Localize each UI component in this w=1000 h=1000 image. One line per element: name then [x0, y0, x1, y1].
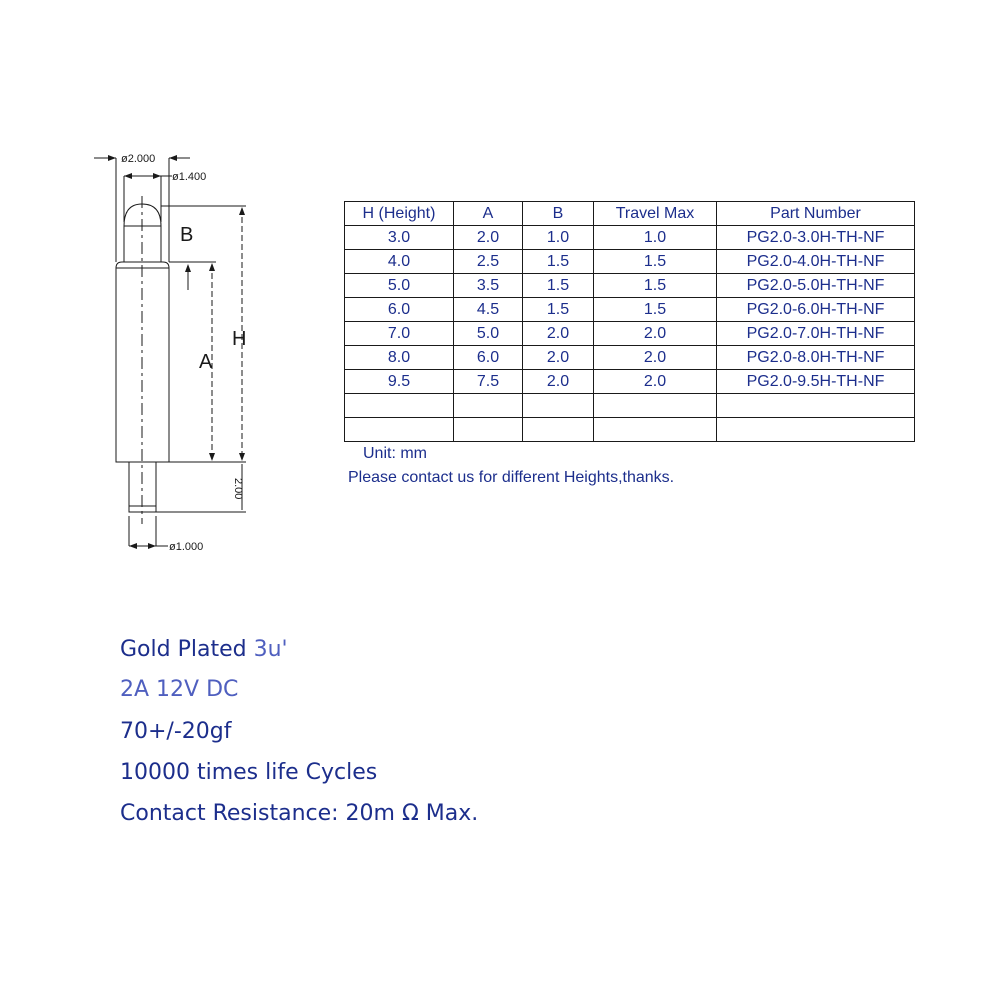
cell-part-number: PG2.0-8.0H-TH-NF: [717, 346, 915, 370]
cell-part-number: PG2.0-7.0H-TH-NF: [717, 322, 915, 346]
cell-a: 5.0: [454, 322, 523, 346]
contact-note: Please contact us for different Heights,thanks.: [348, 469, 675, 486]
cell-travel-max: 2.0: [594, 322, 717, 346]
dim-tail-diameter: ø1.000: [169, 541, 204, 553]
header-a: A: [454, 202, 523, 226]
table-row: [345, 298, 915, 322]
spec-plating: [120, 637, 288, 662]
dim-tip-diameter: ø1.400: [172, 171, 207, 183]
cell-height: 3.0: [345, 226, 454, 250]
header-b: B: [523, 202, 594, 226]
label-a: A: [199, 351, 213, 373]
dim-outer-diameter: ø2.000: [121, 153, 156, 165]
cell-b: 2.0: [523, 322, 594, 346]
spec-plating-label: Gold Plated: [120, 637, 247, 662]
cell-b: 2.0: [523, 370, 594, 394]
dim-tail-length: 2.00: [232, 478, 244, 500]
table-row-empty: [345, 418, 915, 442]
cell-part-number: [717, 418, 915, 442]
cell-height: 5.0: [345, 274, 454, 298]
header-height: H (Height): [345, 202, 454, 226]
cell-b: 2.0: [523, 346, 594, 370]
cell-b: 1.5: [523, 298, 594, 322]
cell-travel-max: 1.0: [594, 226, 717, 250]
cell-height: 4.0: [345, 250, 454, 274]
header-travel-max: Travel Max: [594, 202, 717, 226]
cell-height: 7.0: [345, 322, 454, 346]
cell-height: 9.5: [345, 370, 454, 394]
table-row: [345, 346, 915, 370]
cell-part-number: PG2.0-3.0H-TH-NF: [717, 226, 915, 250]
cell-travel-max: 2.0: [594, 370, 717, 394]
spec-life: 10000 times life Cycles: [120, 760, 378, 785]
cell-height: [345, 394, 454, 418]
cell-travel-max: 2.0: [594, 346, 717, 370]
cell-b: 1.0: [523, 226, 594, 250]
spec-resistance: Contact Resistance: 20m Ω Max.: [120, 801, 479, 826]
cell-a: 2.5: [454, 250, 523, 274]
cell-travel-max: [594, 418, 717, 442]
cell-a: 6.0: [454, 346, 523, 370]
cell-part-number: PG2.0-5.0H-TH-NF: [717, 274, 915, 298]
cell-b: [523, 394, 594, 418]
cell-height: [345, 418, 454, 442]
spec-force: 70+/-20gf: [120, 719, 232, 744]
cell-part-number: PG2.0-4.0H-TH-NF: [717, 250, 915, 274]
cell-part-number: PG2.0-9.5H-TH-NF: [717, 370, 915, 394]
table-row-empty: [345, 394, 915, 418]
cell-travel-max: [594, 394, 717, 418]
cell-height: 6.0: [345, 298, 454, 322]
cell-a: 2.0: [454, 226, 523, 250]
cell-a: 3.5: [454, 274, 523, 298]
cell-a: [454, 394, 523, 418]
spec-table: [344, 201, 915, 442]
cell-a: 4.5: [454, 298, 523, 322]
spec-plating-value: 3u': [253, 637, 288, 662]
label-h: H: [232, 328, 247, 350]
cell-part-number: PG2.0-6.0H-TH-NF: [717, 298, 915, 322]
cell-b: 1.5: [523, 274, 594, 298]
unit-note: Unit: mm: [363, 445, 427, 462]
table-row: [345, 274, 915, 298]
cell-a: 7.5: [454, 370, 523, 394]
table-header-row: [345, 202, 915, 226]
cell-travel-max: 1.5: [594, 298, 717, 322]
cell-b: 1.5: [523, 250, 594, 274]
cell-travel-max: 1.5: [594, 250, 717, 274]
cell-height: 8.0: [345, 346, 454, 370]
cell-part-number: [717, 394, 915, 418]
table-row: [345, 370, 915, 394]
cell-travel-max: 1.5: [594, 274, 717, 298]
label-b: B: [180, 224, 194, 246]
cell-a: [454, 418, 523, 442]
cell-b: [523, 418, 594, 442]
table-row: [345, 226, 915, 250]
table-row: [345, 250, 915, 274]
header-part-number: Part Number: [717, 202, 915, 226]
table-row: [345, 322, 915, 346]
spec-rating: 2A 12V DC: [120, 677, 239, 702]
pogo-pin-drawing: [0, 0, 330, 580]
